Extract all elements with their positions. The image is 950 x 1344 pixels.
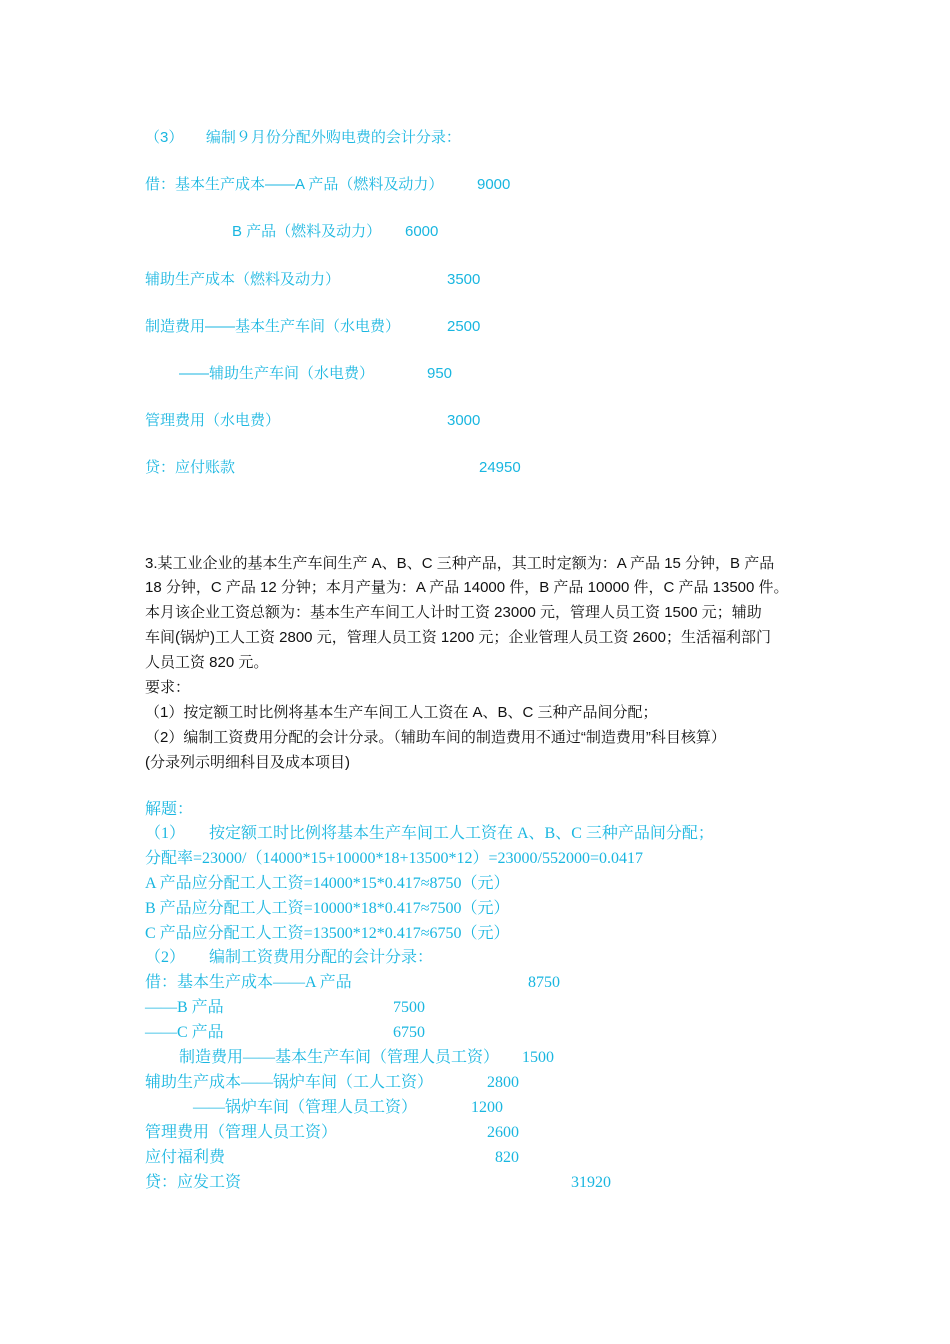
entry-line-label: ——锅炉车间（管理人员工资） — [193, 1099, 418, 1116]
question-text: 车间(锅炉)工人工资 2800 元，管理人员工资 1200 元；企业管理人员工资 2600；生活福利部门 — [145, 629, 771, 646]
entry-line-label: 借：基本生产成本——A 产品（燃料及动力） — [145, 176, 444, 193]
entry-line-amount: 24950 — [479, 459, 521, 476]
entry-line-label: ——辅助生产车间（水电费） — [179, 365, 375, 382]
entry-line-amount: 7500 — [393, 999, 425, 1016]
solution-formula: C 产品应分配工人工资=13500*12*0.417≈6750（元） — [145, 925, 510, 942]
entry-line-label: 贷：应发工资 — [145, 1174, 242, 1191]
entry-line-label: ——C 产品 — [145, 1024, 224, 1041]
entry-header: （3） 编制９月份分配外购电费的会计分录： — [145, 129, 461, 146]
entry-line-amount: 6000 — [405, 223, 439, 240]
entry-line-label: 管理费用（管理人员工资） — [145, 1124, 338, 1141]
solution-formula: 分配率=23000/（14000*15+10000*18+13500*12）=23000/552000=0.0417 — [145, 850, 644, 867]
entry-line-amount: 2800 — [487, 1074, 519, 1091]
entry-line-amount: 3000 — [447, 412, 481, 429]
entry-line-amount: 2500 — [447, 318, 481, 335]
entry-line-amount: 31920 — [571, 1174, 611, 1191]
entry-line-label: 应付福利费 — [145, 1149, 226, 1166]
requirement-note: (分录列示明细科目及成本项目) — [145, 754, 350, 771]
solution-formula: B 产品应分配工人工资=10000*18*0.417≈7500（元） — [145, 900, 510, 917]
question-text: 本月该企业工资总额为：基本生产车间工人计时工资 23000 元，管理人员工资 1500 元；辅助 — [145, 604, 762, 621]
entry-line-label: 借：基本生产成本——A 产品 — [145, 974, 352, 991]
solution-formula: A 产品应分配工人工资=14000*15*0.417≈8750（元） — [145, 875, 510, 892]
entry-line-label: 辅助生产成本——锅炉车间（工人工资） — [145, 1074, 434, 1091]
requirement-item: （2）编制工资费用分配的会计分录。（辅助车间的制造费用不通过“制造费用”科目核算） — [145, 729, 726, 746]
entry-line-amount: 6750 — [393, 1024, 425, 1041]
entry-line-amount: 9000 — [477, 176, 511, 193]
requirements-heading: 要求： — [145, 679, 191, 696]
question-text: 18 分钟，C 产品 12 分钟；本月产量为：A 产品 14000 件，B 产品 10000 件，C 产品 13500 件。 — [145, 579, 789, 596]
entry-line-label: B 产品（燃料及动力） — [232, 223, 382, 240]
entry-line-amount: 820 — [495, 1149, 519, 1166]
solution-step: （1） 按定额工时比例将基本生产车间工人工资在 A、B、C 三种产品间分配； — [145, 825, 714, 842]
entry-line-label: 辅助生产成本（燃料及动力） — [145, 271, 341, 288]
entry-line-amount: 1500 — [522, 1049, 554, 1066]
entry-line-amount: 8750 — [528, 974, 560, 991]
question-text: 3.某工业企业的基本生产车间生产 A、B、C 三种产品，其工时定额为：A 产品 15 分钟，B 产品 — [145, 555, 775, 572]
requirement-item: （1）按定额工时比例将基本生产车间工人工资在 A、B、C 三种产品间分配； — [145, 704, 658, 721]
entry-line-label: 管理费用（水电费） — [145, 412, 281, 429]
solution-step: （2） 编制工资费用分配的会计分录： — [145, 949, 434, 966]
entry-line-label: 制造费用——基本生产车间（管理人员工资） — [179, 1049, 500, 1066]
solution-title: 解题： — [145, 801, 194, 818]
entry-line-amount: 3500 — [447, 271, 481, 288]
entry-line-label: ——B 产品 — [145, 999, 224, 1016]
entry-line-amount: 2600 — [487, 1124, 519, 1141]
entry-line-label: 制造费用——基本生产车间（水电费） — [145, 318, 401, 335]
entry-line-amount: 950 — [427, 365, 453, 382]
entry-line-label: 贷：应付账款 — [145, 459, 236, 476]
question-text: 人员工资 820 元。 — [145, 654, 269, 671]
entry-line-amount: 1200 — [471, 1099, 503, 1116]
